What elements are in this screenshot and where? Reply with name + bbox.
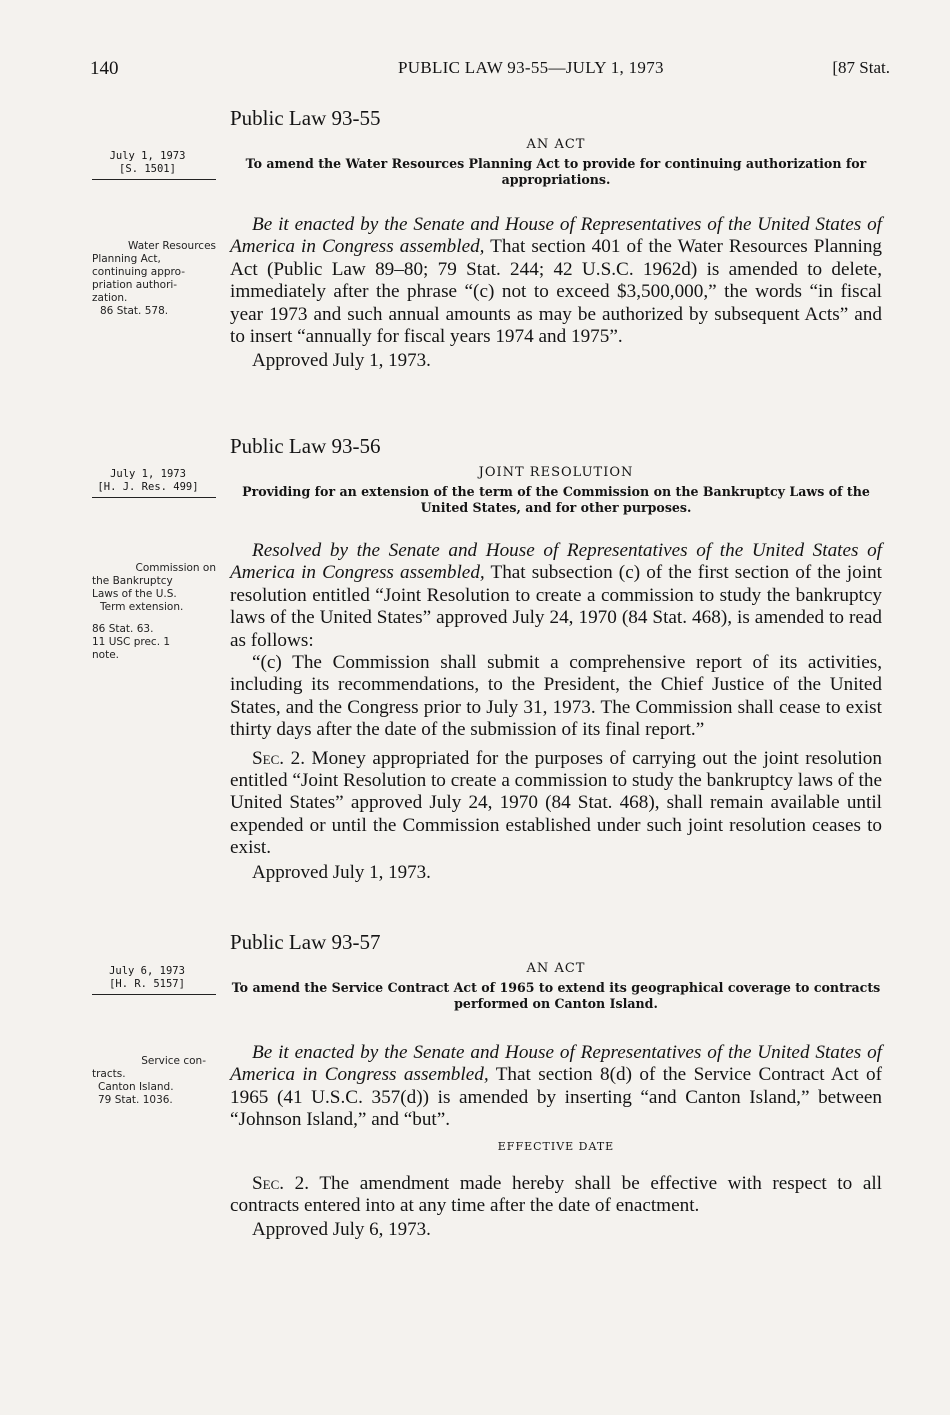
enacting-clause: Be it enacted by the Senate and House of Representatives of the United States of America in Congress assembled, [230,1042,882,1086]
margin-rule [92,497,216,498]
law-text: That section 401 of the Water Resources Planning Act (Public Law 89–80; 79 Stat. 244; 42 U.S.C. 1962d) is amended to delete, immediately after the phrase “(c) not to exceed $3,500,000,” the words “in fiscal year 1973 and such annual amounts as may be authorized by subsequent Acts” and to insert “annually for fiscal years 1974 and 1975”. [230,236,883,348]
act-type: AN ACT [526,961,586,976]
law-date: July 1, 1973 [109,150,186,162]
law-purpose: Providing for an extension of the term of the Commission on the Bankruptcy Laws of the United States, and for other purposes. [242,484,870,515]
approval-line: Approved July 6, 1973. [252,1219,431,1241]
section-label: Sec. 2. [252,1172,310,1194]
law-text: That subsection (c) of the first section of the joint resolution entitled “Joint Resolution to create a commission to study the bankruptcy laws of the United States” approved July 24, 1970 (84 Stat. 468), is amended to read as follows: [230,562,883,651]
law-body [230,214,882,348]
section-2 [230,1173,882,1218]
law-section [230,106,882,372]
section-label: Sec. 2. [252,747,306,769]
margin-note: Service con- tracts. Canton Island. 79 Stat. 1036. [92,1055,206,1106]
law-body [230,540,882,652]
section-text: The amendment made hereby shall be effective with respect to all contracts entered into at any time after the date of enactment. [230,1172,882,1217]
section-2 [230,748,882,860]
page-header [90,58,890,88]
margin-note: Water Resources Planning Act, continuing appro- priation authori- zation. 86 Stat. 578. [92,240,216,317]
act-type: AN ACT [526,137,586,152]
approval-line: Approved July 1, 1973. [252,861,431,883]
margin-rule [92,994,216,995]
law-section [230,434,882,884]
subheading: EFFECTIVE DATE [497,1139,615,1153]
margin-note: Commission on the Bankruptcy Laws of the U.S. Term extension. 86 Stat. 63. 11 USC prec. 1 note. [92,562,216,661]
running-head: PUBLIC LAW 93-55—JULY 1, 1973 [398,58,664,77]
quoted-amendment: “(c) The Commission shall submit a comprehensive report of its activities, including its recommendations, to the President, the Chief Justice of the United States, and the Congress prior to July 31, 1973. The Commission shall cease to exist thirty days after the date of the submission of its final report.” [230,652,882,741]
page-number: 140 [90,58,119,79]
enacting-clause: Be it enacted by the Senate and House of Representatives of the United States of America in Congress assembled, [230,214,882,258]
bill-number: [H. R. 5157] [109,978,185,990]
law-purpose: To amend the Service Contract Act of 1965 to extend its geographical coverage to contracts performed on Canton Island. [231,980,881,1011]
law-date-bill [88,468,208,494]
bill-number: [H. J. Res. 499] [97,481,199,493]
law-body [230,1042,882,1132]
law-date-bill [95,150,200,176]
law-text: That section 8(d) of the Service Contract Act of 1965 (41 U.S.C. 357(d)) is amended by inserting “and Canton Island,” between “Johnson Island,” and “but”. [230,1064,883,1131]
bill-number: [S. 1501] [119,163,176,175]
act-type: JOINT RESOLUTION [478,465,634,480]
law-date: July 1, 1973 [110,468,186,480]
law-title: Public Law 93-55 [230,106,381,130]
law-title: Public Law 93-57 [230,930,381,954]
law-section [230,930,882,1241]
margin-rule [92,179,216,180]
approval-line: Approved July 1, 1973. [252,350,431,372]
law-purpose: To amend the Water Resources Planning Act to provide for continuing authorization for appropriations. [245,156,867,187]
law-title: Public Law 93-56 [230,434,381,458]
law-date-bill [92,965,202,991]
law-date: July 6, 1973 [109,965,185,977]
volume-reference: [87 Stat. [832,58,890,77]
enacting-clause: Resolved by the Senate and House of Representatives of the United States of America in Congress assembled, [230,540,882,584]
section-text: Money appropriated for the purposes of carrying out the joint resolution entitled “Joint Resolution to create a commission to study the bankruptcy laws of the United States” approved July 24, 1970 (84 Stat. 468), shall remain available until expended or until the Commission established under such joint resolution ceases to exist. [230,747,882,859]
